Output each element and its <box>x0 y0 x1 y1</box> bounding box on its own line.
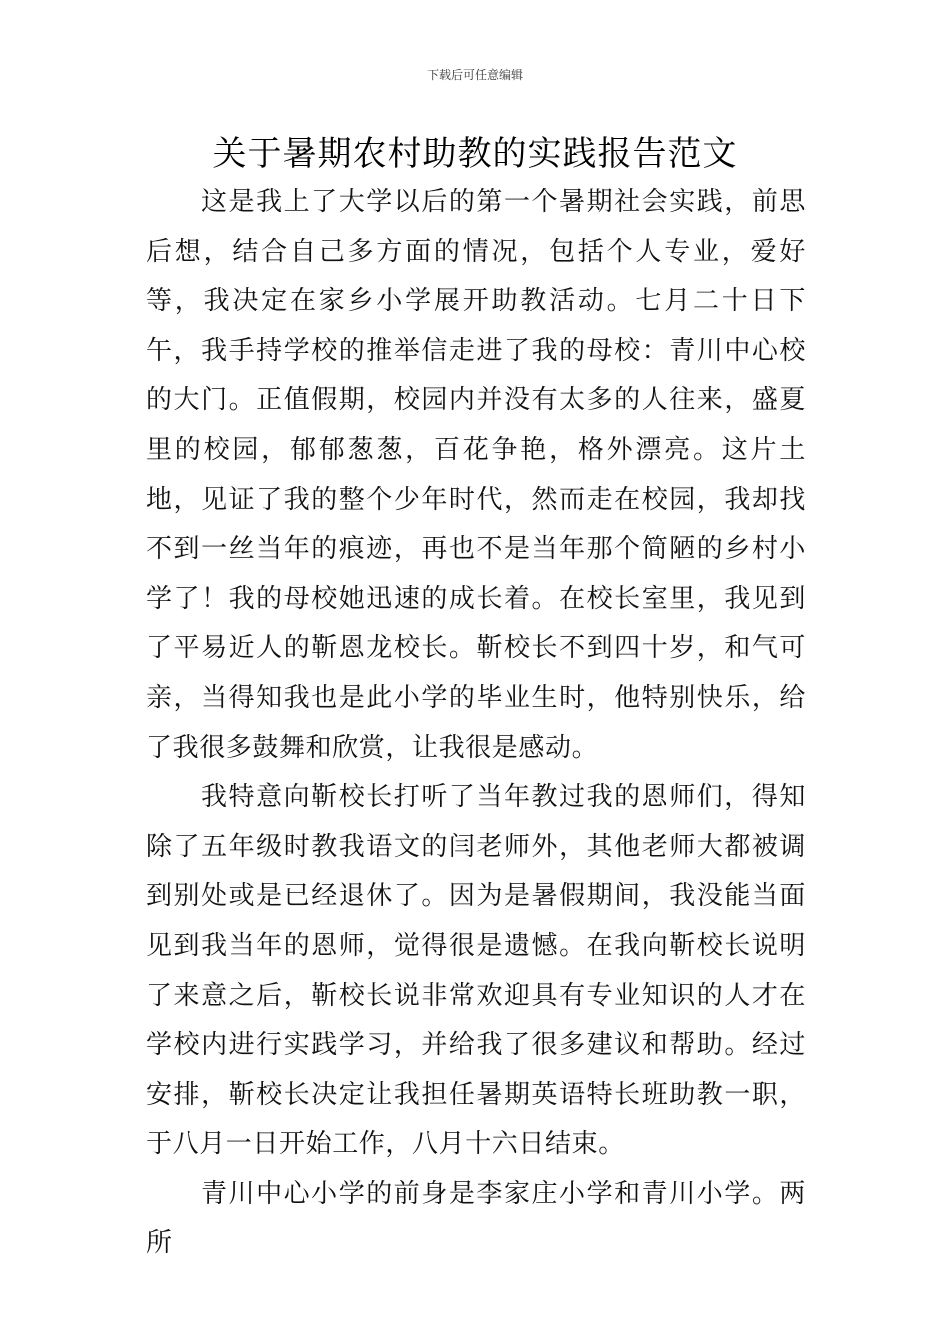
document-title: 关于暑期农村助教的实践报告范文 <box>212 134 738 174</box>
header-note: 下载后可任意编辑 <box>426 68 523 82</box>
paragraph-3: 青川中心小学的前身是李家庄小学和青川小学。两所 <box>146 1178 806 1259</box>
paragraph-1: 这是我上了大学以后的第一个暑期社会实践，前思后想，结合自己多方面的情况，包括个人专业，爱好等，我决定在家乡小学展开助教活动。七月二十日下午，我手持学校的推举信走进了我的母校：青川中心校的大门。正值假期，校园内并没有太多的人往来，盛夏里的校园，郁郁葱葱，百花争艳，格外漂亮。这片土地，见证了我的整个少年时代，然而走在校园，我却找不到一丝当年的痕迹，再也不是当年那个简陋的乡村小学了！我的母校她迅速的成长着。在校长室里，我见到了平易近人的靳恩龙校长。靳校长不到四十岁，和气可亲，当得知我也是此小学的毕业生时，他特别快乐，给了我很多鼓舞和欣赏，让我很是感动。 <box>146 187 806 763</box>
document-body <box>146 178 806 1269</box>
paragraph-2: 我特意向靳校长打听了当年教过我的恩师们，得知除了五年级时教我语文的闫老师外，其他老师大都被调到别处或是已经退休了。因为是暑假期间，我没能当面见到我当年的恩师，觉得很是遗憾。在我向靳校长说明了来意之后，靳校长说非常欢迎具有专业知识的人才在学校内进行实践学习，并给我了很多建议和帮助。经过安排，靳校长决定让我担任暑期英语特长班助教一职，于八月一日开始工作，八月十六日结束。 <box>146 782 806 1160</box>
